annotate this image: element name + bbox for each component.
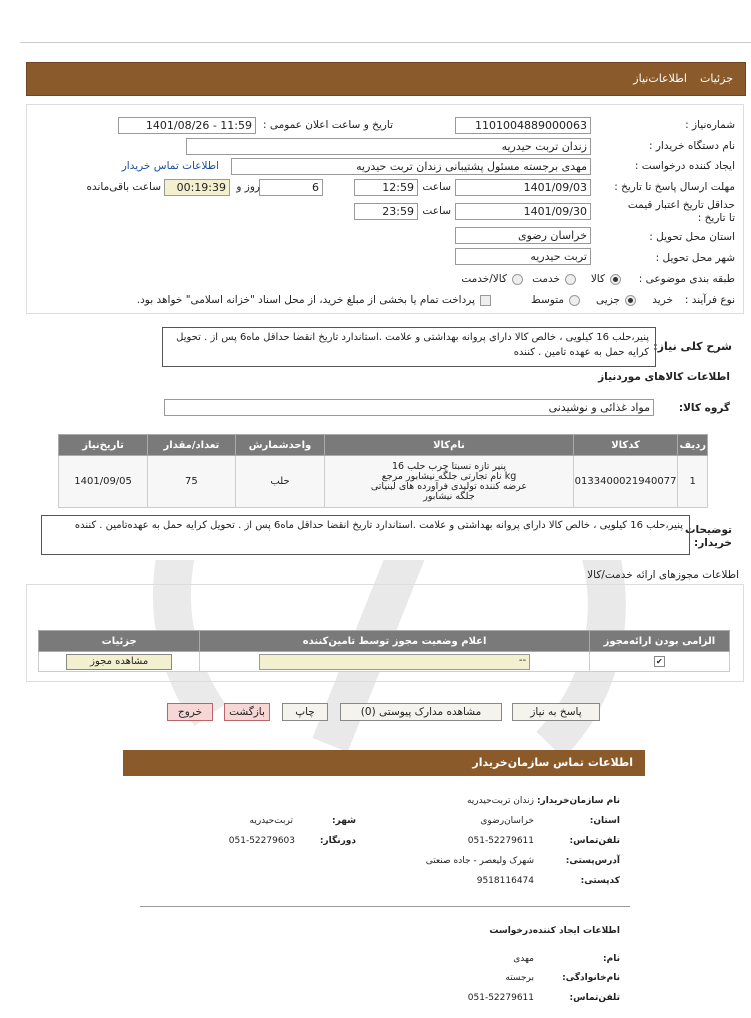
family-label: نام‌خانوادگی: [562,973,620,983]
goods-table [58,434,708,508]
category-label: طبقه بندی موضوعی : [638,273,735,285]
exit-button[interactable]: خروج [167,703,213,721]
days-field: 6 [259,179,323,196]
cell-details [39,652,200,672]
validity-time-label: ساعت [422,205,451,217]
cell-unit: حلب [235,456,325,508]
goods-section-title: اطلاعات کالاهای موردنیاز [598,371,730,383]
need-info-panel [26,104,744,314]
city-contact-label: شهر: [332,816,356,826]
org-value: زندان تربت‌حیدریه [466,796,534,806]
deadline-label: مهلت ارسال پاسخ تا تاریخ : [614,181,735,193]
buyer-contact-link[interactable]: اطلاعات تماس خریدار [121,160,219,172]
city-label: شهر محل تحویل : [655,252,735,264]
days-label: روز و [236,181,260,193]
print-button[interactable]: چاپ [282,703,328,721]
buyer-notes-label: توضیحات خریدار: [684,524,732,549]
cell-row: 1 [678,456,708,508]
cell-name [325,456,573,508]
category-both-label: کالا/خدمت [461,273,507,285]
view-permit-button[interactable]: مشاهده مجوز [66,654,172,670]
cell-qty: 75 [148,456,235,508]
cell-date: 1401/09/05 [59,456,148,508]
category-service-label: خدمت [532,273,560,285]
deadline-date-field: 1401/09/03 [455,179,591,196]
col-required: الزامی بودن ارائه‌مجوز [589,631,729,652]
city-contact-value: تربت‌حیدریه [249,816,293,826]
announce-field: 1401/08/26 - 11:59 [118,117,256,134]
contact-header: اطلاعات تماس سازمان‌خریدار [123,750,645,776]
province-field: خراسان رضوی [455,227,591,244]
province-contact-value: خراسان‌رضوی [480,816,534,826]
cell-required [589,652,729,672]
attachments-button[interactable]: مشاهده مدارک پیوستی (0) [340,703,502,721]
address-value: شهرک ولیعصر - جاده صنعتی [425,856,534,866]
postal-value: 9518116474 [476,876,534,886]
family-value: برجسته [505,973,534,983]
cell-code: 0133400021940077 [573,456,678,508]
creator-info-title: اطلاعات ایجاد کننده‌درخواست [489,926,620,936]
col-code: کدکالا [573,435,678,456]
process-medium-radio[interactable] [569,295,580,306]
group-field: مواد غذائی و نوشیدنی [164,399,654,416]
org-label: نام سازمان‌خریدار: [536,796,620,806]
phone-value: 051-52279611 [467,836,534,846]
reply-button[interactable]: پاسخ به نیاز [512,703,600,721]
tab-details[interactable]: جزئیات [700,72,733,85]
treasury-checkbox[interactable] [480,295,491,306]
need-number-label: شماره‌نیاز : [685,119,735,131]
province-label: استان محل تحویل : [649,231,735,243]
city-field: تربت حیدریه [455,248,591,265]
col-date: تاریخ‌نیاز [59,435,148,456]
cell-name-line: عرضه کننده تولیدی فرآورده های لبنیاتی [370,480,528,492]
fax-label: دورنگار: [319,836,356,846]
province-contact-label: استان: [589,816,620,826]
validity-date-field: 1401/09/30 [455,203,591,220]
col-status: اعلام وضعیت مجوز توسط تامین‌کننده [200,631,589,652]
cell-status [200,652,589,672]
process-medium-label: متوسط [531,294,564,306]
payment-note: پرداخت تمام یا بخشی از مبلغ خرید، از محل اسناد "خزانه اسلامی" خواهد بود. [136,294,475,306]
announce-label: تاریخ و ساعت اعلان عمومی : [262,119,393,131]
top-divider [20,42,751,43]
cell-name-line: پنیر تازه نسبتا چرب حلب 16 [391,460,507,472]
contact-divider [140,906,630,907]
name-value: مهدی [513,954,534,964]
cell-name-line: kg نام تجارتی جلگه نیشابور مرجع [381,470,517,482]
process-label: نوع فرآیند : [684,294,735,306]
tab-need-info[interactable]: اطلاعات‌نیاز [633,72,687,85]
cell-name-line: جلگه نیشابور [423,490,475,502]
need-number-field: 1101004889000063 [455,117,591,134]
creator-field: مهدی برجسته مسئول پشتیبانی زندان تربت حیدریه [231,158,591,175]
category-goods-label: کالا [590,273,605,285]
remaining-label: ساعت باقی‌مانده [86,181,161,193]
address-label: آدرس‌پستی: [565,856,620,866]
process-minor-label: جزیی [596,294,620,306]
device-label: نام دستگاه خریدار : [648,140,735,152]
desc-box: پنیر،حلب 16 کیلویی ، خالص کالا دارای پروانه بهداشتی و علامت .استاندارد تاریخ انقضا حداقل ماه6 پس از . تحویل کرایه حمل به عهده تامین . کننده [162,327,656,367]
col-name: نام‌کالا [325,435,573,456]
buyer-notes-box: پنیر،حلب 16 کیلویی ، خالص کالا دارای پروانه بهداشتی و علامت .استاندارد تاریخ انقضا حداقل ماه6 پس از . تحویل کرایه حمل به عهده‌تامین . کننده [41,515,690,555]
category-both-radio[interactable] [512,274,523,285]
process-buy-label: خرید [652,294,673,306]
phone-label: تلفن‌تماس: [569,836,620,846]
postal-label: کدپستی: [580,876,620,886]
required-check-icon: ✔ [654,656,665,667]
category-goods-radio[interactable] [610,274,621,285]
col-unit: واحدشمارش [235,435,325,456]
permit-status-field: -- [259,654,530,670]
deadline-time-field: 12:59 [354,179,418,196]
group-label: گروه کالا: [678,402,730,414]
col-row: ردیف [678,435,708,456]
validity-label: حداقل تاریخ اعتبار قیمت تا تاریخ : [627,199,735,224]
permits-table [38,630,730,672]
fax-value: 051-52279603 [228,836,295,846]
remaining-time-field: 00:19:39 [164,179,230,196]
col-qty: تعداد/مقدار [148,435,235,456]
validity-time-field: 23:59 [354,203,418,220]
back-button[interactable]: بازگشت [224,703,270,721]
name-label: نام: [603,954,620,964]
creator-label: ایجاد کننده درخواست : [634,160,735,172]
table-row [59,456,708,508]
desc-label: شرح کلی نیاز: [653,340,732,353]
permits-title: اطلاعات مجوزهای ارائه خدمت/کالا [587,569,739,581]
deadline-time-label: ساعت [422,181,451,193]
device-field: زندان تربت حیدریه [186,138,591,155]
creator-phone-label: تلفن‌تماس: [569,993,620,1003]
category-service-radio[interactable] [565,274,576,285]
col-details: جزئیات [39,631,200,652]
table-row [39,652,730,672]
creator-phone-value: 051-52279611 [467,993,534,1003]
process-minor-radio[interactable] [625,295,636,306]
tab-bar [26,62,746,96]
